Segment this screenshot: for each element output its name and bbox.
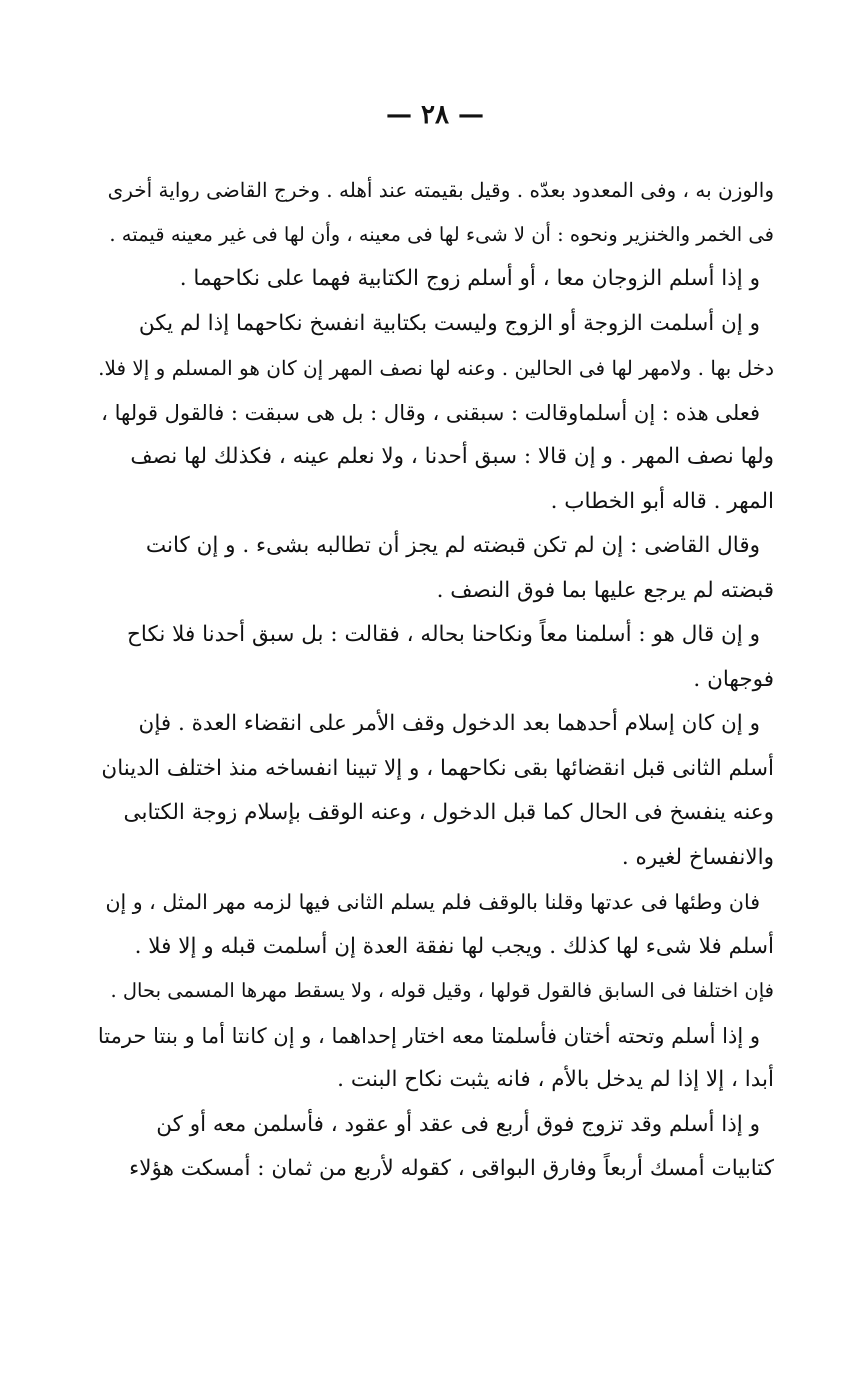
text-line: فوجهان . (693, 666, 774, 692)
page-number: — ٢٨ — (385, 100, 485, 130)
text-line: أسلم الثانى قبل انقضائها بقى نكاحهما ، و إلا تبينا انفساخه منذ اختلف الدينان (101, 755, 774, 781)
body-text (96, 168, 774, 1192)
book-page (96, 0, 774, 1388)
text-line: أسلم فلا شىء لها كذلك . ويجب لها نفقة العدة إن أسلمت قبله و إلا فلا . (134, 933, 774, 959)
text-line: فان وطئها فى عدتها وقلنا بالوقف فلم يسلم الثانى فيها لزمه مهر المثل ، و إن (105, 890, 760, 914)
text-line: ولها نصف المهر . و إن قالا : سبق أحدنا ، ولا نعلم عينه ، فكذلك لها نصف (130, 444, 774, 469)
text-line: و إذا أسلم وتحته أختان فأسلمتا معه اختار إحداهما ، و إن كانتا أما و بنتا حرمتا (97, 1023, 760, 1048)
text-line: و إذا أسلم وقد تزوج فوق أربع فى عقد أو عقود ، فأسلمن معه أو كن (156, 1111, 760, 1137)
text-line: والانفساخ لغيره . (621, 844, 774, 870)
text-line: فى الخمر والخنزير ونحوه : أن لا شىء لها فى معينه ، وأن لها فى غير معينه قيمته . (109, 222, 774, 246)
text-line: و إن كان إسلام أحدهما بعد الدخول وقف الأمر على انقضاء العدة . فإن (138, 711, 760, 736)
text-line: المهر . قاله أبو الخطاب . (550, 488, 774, 514)
text-line: وعنه ينفسخ فى الحال كما قبل الدخول ، وعنه الوقف بإسلام زوجة الكتابى (123, 800, 774, 825)
text-line: كتابيات أمسك أربعاً وفارق البواقى ، كقوله لأربع من ثمان : أمسكت هؤلاء (129, 1156, 774, 1181)
text-line: فعلى هذه : إن أسلماوقالت : سبقنى ، وقال : بل هى سبقت : فالقول قولها ، (101, 400, 760, 425)
text-line: دخل بها . ولامهر لها فى الحالين . وعنه لها نصف المهر إن كان هو المسلم و إلا فلا. (98, 356, 774, 380)
text-line: فإن اختلفا فى السابق فالقول قولها ، وقيل قوله ، ولا يسقط مهرها المسمى بحال . (110, 979, 774, 1002)
text-line: و إن أسلمت الزوجة أو الزوج وليست بكتابية انفسخ نكاحهما إذا لم يكن (138, 310, 760, 336)
text-line: أبدا ، إلا إذا لم يدخل بالأم ، فانه يثبت نكاح البنت . (337, 1067, 774, 1092)
text-line: والوزن به ، وفى المعدود بعدّه . وقيل بقيمته عند أهله . وخرج القاضى رواية أخرى (107, 178, 774, 202)
text-line: و إن قال هو : أسلمنا معاً ونكاحنا بحاله ، فقالت : بل سبق أحدنا فلا نكاح (127, 622, 760, 647)
text-line: قبضته لم يرجع عليها بما فوق النصف . (436, 577, 774, 603)
text-line: و إذا أسلم الزوجان معا ، أو أسلم زوج الكتابية فهما على نكاحهما . (179, 266, 760, 291)
text-line: وقال القاضى : إن لم تكن قبضته لم يجز أن تطالبه بشىء . و إن كانت (145, 533, 760, 558)
